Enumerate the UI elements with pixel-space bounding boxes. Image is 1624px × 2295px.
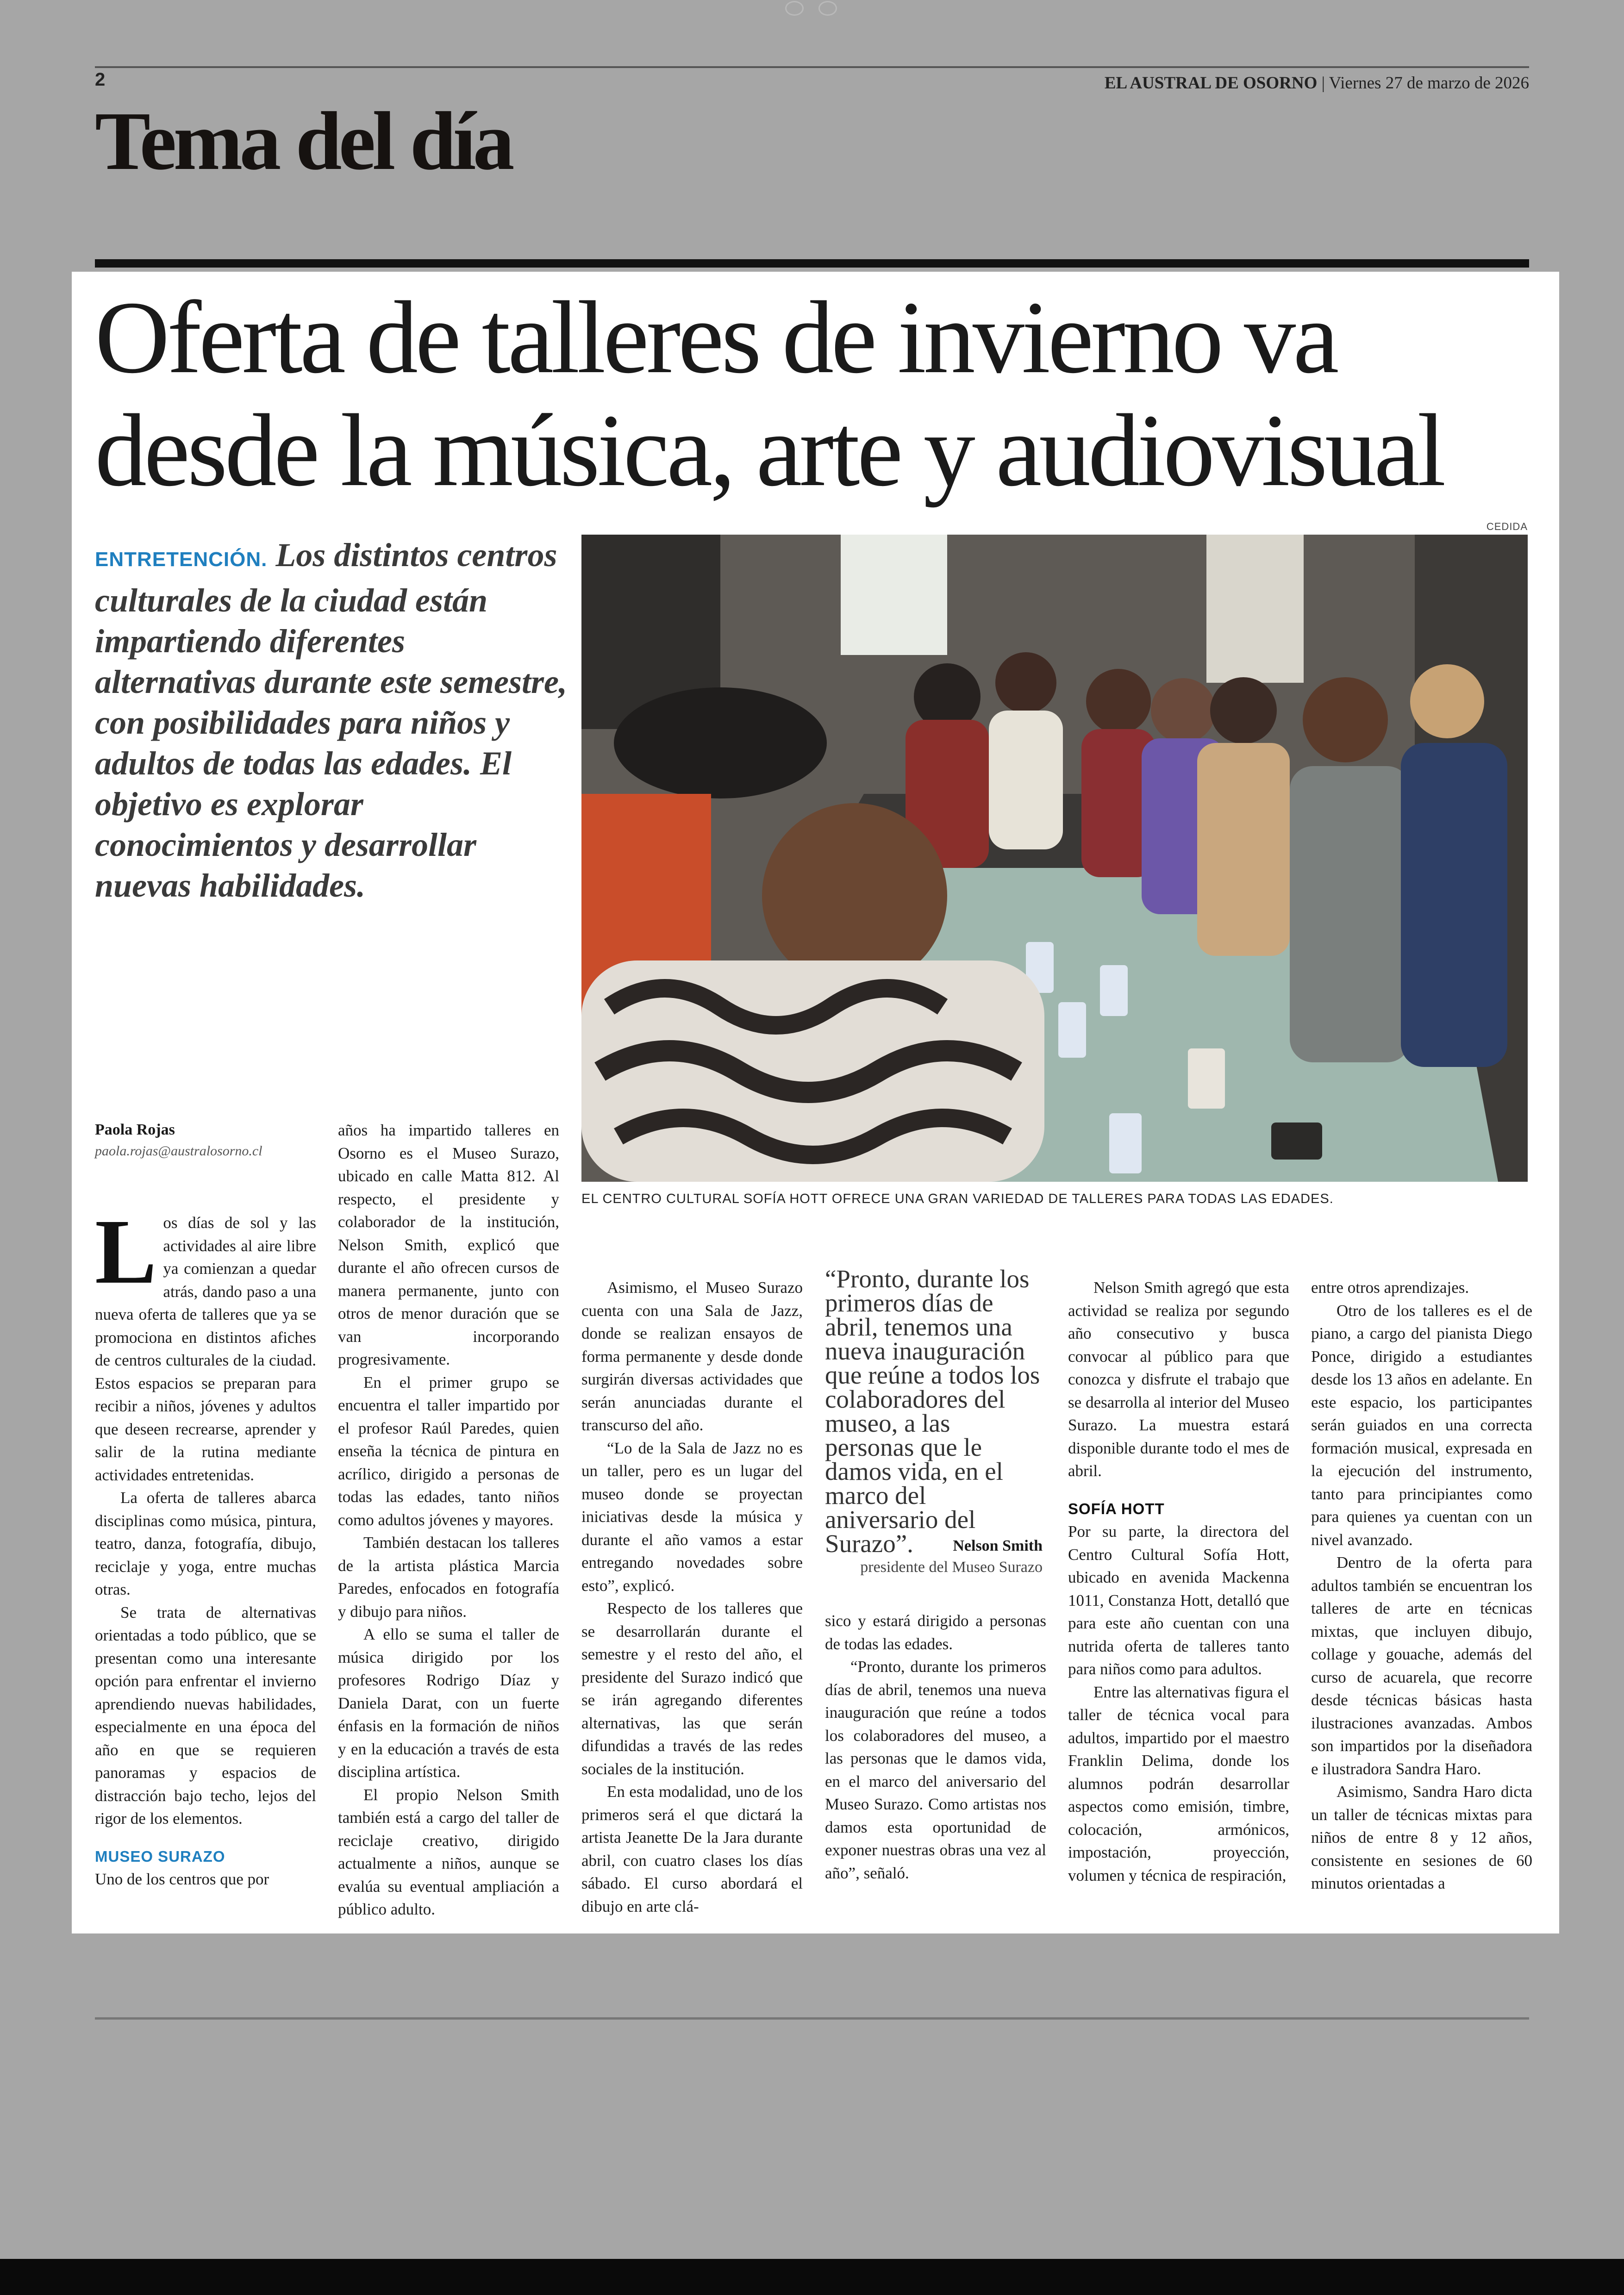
- publication-name: EL AUSTRAL DE OSORNO: [1104, 74, 1318, 93]
- header-rule: [95, 66, 1529, 68]
- text-column-2: [338, 1119, 559, 1921]
- pull-quote: “Pronto, durante los primeros días de abril, tenemos una nueva inauguración que reúne a todos los colaboradores del museo, a las personas que le damos vida, en el marco del aniversario del Surazo”.: [825, 1265, 1040, 1558]
- paragraph: [95, 1201, 316, 1486]
- paragraph: En esta modalidad, uno de los primeros será el que dictará la artista Jeanette De la Jara durante abril, con cuatro clases los días sábado. El curso abordará el dibujo en arte clá-: [581, 1783, 803, 1915]
- paragraph: La oferta de talleres abarca disciplinas como música, pintura, teatro, danza, fotografía, dibujo, reciclaje y yoga, entre muchas otras.: [95, 1489, 316, 1598]
- paragraph: También destacan los talleres de la artista plástica Marcia Paredes, enfocados en fotografía y dibujo para niños.: [338, 1534, 559, 1621]
- text-column-6: [1311, 1276, 1532, 1895]
- paragraph: Asimismo, el Museo Surazo cuenta con una Sala de Jazz, donde se realizan ensayos de forma permanente y desde donde surgirán diversas actividades que serán anunciadas durante el transcurso del año.: [581, 1278, 803, 1434]
- article-photo: [581, 535, 1528, 1182]
- author-name: Paola Rojas: [95, 1121, 175, 1138]
- text-column-5: [1068, 1276, 1289, 1887]
- headline: Oferta de talleres de invierno va desde la música, arte y audiovisual: [95, 280, 1443, 508]
- paragraph: Nelson Smith agregó que esta actividad se realiza por segundo año consecutivo y busca convocar al público para que conozca y disfrute el trabajo que se desarrolla al interior del Museo Surazo. La muestra estará disponible durante todo el mes de abril.: [1068, 1278, 1289, 1480]
- masthead: [1105, 73, 1529, 93]
- text-column-4: [825, 1609, 1046, 1884]
- paragraph: Por su parte, la directora del Centro Cultural Sofía Hott, ubicado en avenida Mackenna 1011, Constanza Hott, detalló que para este año cuentan con una nutrida oferta de talleres tanto para niños como para adultos.: [1068, 1522, 1289, 1678]
- paragraph: Respecto de los talleres que se desarrollarán durante el semestre y el resto del año, el presidente del Surazo indicó que se irán agregando diferentes alternativas, las que serán difundidas a través de las redes sociales de la institución.: [581, 1599, 803, 1778]
- paragraph: “Lo de la Sala de Jazz no es un taller, pero es un lugar del museo donde se proyectan iniciativas desde la música y durante el año vamos a estar entregando novedades sobre esto”, explicó.: [581, 1439, 803, 1595]
- paragraph: entre otros aprendizajes.: [1311, 1278, 1469, 1297]
- byline: [95, 1121, 317, 1159]
- viewer-bottom-bar: [0, 2259, 1624, 2295]
- drop-cap: L: [95, 1201, 157, 1303]
- subhead-sofia-hott: SOFÍA HOTT: [1068, 1500, 1165, 1517]
- subhead-museo-surazo: MUSEO SURAZO: [95, 1847, 225, 1865]
- author-email[interactable]: paola.rojas@australosorno.cl: [95, 1143, 262, 1159]
- kicker: ENTRETENCIÓN.: [95, 548, 268, 571]
- paragraph: Dentro de la oferta para adultos también se encuentran los talleres de arte en técnicas mixtas, que incluyen dibujo, collage y gouache, además del curso de acuarela, que recorre desde técnicas básicas hasta ilustraciones avanzadas. Ambos son impartidos por la diseñadora e ilustradora Sandra Haro.: [1311, 1553, 1532, 1778]
- issue-date: | Viernes 27 de marzo de 2026: [1321, 74, 1529, 93]
- paragraph: Asimismo, Sandra Haro dicta un taller de técnicas mixtas para niños de entre 8 y 12 años, consistente en sesiones de 60 minutos orientadas a: [1311, 1783, 1532, 1892]
- section-title: Tema del día: [95, 95, 512, 187]
- quote-name: Nelson Smith: [953, 1537, 1043, 1554]
- pull-quote-attribution: [825, 1535, 1043, 1578]
- nav-dot-icon[interactable]: [785, 1, 804, 16]
- photo-credit: CEDIDA: [1486, 521, 1528, 532]
- article: [72, 272, 1559, 1933]
- text-column-3: [581, 1276, 803, 1918]
- paragraph: “Pronto, durante los primeros días de abril, tenemos una nueva inauguración que reúne a todos los colaboradores del museo, a las personas que le damos vida, en el marco del aniversario del Museo Surazo. Como artistas nos damos esta oportunidad de exponer nuestras obras una vez al año”, señaló.: [825, 1658, 1046, 1882]
- paragraph: Se trata de alternativas orientadas a todo público, que se presentan como una interesante opción para enfrentar el invierno aprendiendo nuevas habilidades, especialmente en una época del año en que se requieren panoramas y espacios de distracción bajo techo, lejos del rigor de los elementos.: [95, 1603, 316, 1827]
- quote-role: presidente del Museo Surazo: [860, 1559, 1043, 1576]
- text-column-1: [95, 1201, 316, 1891]
- paragraph: sico y estará dirigido a personas de todas las edades.: [825, 1612, 1046, 1653]
- paragraph: Entre las alternativas figura el taller de técnica vocal para adultos, impartido por el maestro Franklin Delima, donde los alumnos podrán desarrollar aspectos como emisión, timbre, colocación, armónicos, impostación, proyección, volumen y técnica de respiración,: [1068, 1683, 1289, 1884]
- paragraph: Otro de los talleres es el de piano, a cargo del pianista Diego Ponce, dirigido a estudiantes desde los 13 años en adelante. En este espacio, los participantes serán guiados en una correcta formación musical, expresada en la ejecución del instrumento, tanto para principiantes como para quienes ya cuentan con un nivel avanzado.: [1311, 1301, 1532, 1549]
- paragraph: Uno de los centros que por: [95, 1870, 269, 1888]
- bottom-rule: [95, 2017, 1529, 2020]
- paragraph: A ello se suma el taller de música dirigido por los profesores Rodrigo Díaz y Daniela Darat, con un fuerte énfasis en la formación de niños y en la educación a través de esta disciplina artística.: [338, 1625, 559, 1781]
- photo-caption: EL CENTRO CULTURAL SOFÍA HOTT OFRECE UNA GRAN VARIEDAD DE TALLERES PARA TODAS LAS EDADES.: [581, 1191, 1334, 1206]
- workshop-photo-illustration: [581, 535, 1528, 1182]
- paragraph-text: os días de sol y las actividades al aire libre ya comienzan a quedar atrás, dando paso a una nueva oferta de talleres que ya se promociona en distintos afiches de centros culturales de la ciudad. Estos espacios se preparan para recibir a niños, jóvenes y adultos que deseen recrearse, aprender y salir de la rutina mediante actividades entretenidas.: [95, 1214, 316, 1484]
- page-number: 2: [95, 69, 106, 90]
- deck-text: Los distintos centros culturales de la ciudad están impartiendo diferentes alternativas durante este semestre, con posibilidades para niños y adultos de todas las edades. El objetivo es explorar conocimientos y desarrollar nuevas habilidades.: [95, 536, 567, 904]
- nav-dot-icon[interactable]: [818, 1, 837, 16]
- paragraph: En el primer grupo se encuentra el taller impartido por el profesor Raúl Paredes, quien enseña la técnica de pintura en acrílico, dirigido a personas de todas las edades, tanto niños como adultos jóvenes y mayores.: [338, 1373, 559, 1529]
- section-rule: [95, 259, 1529, 268]
- paragraph: El propio Nelson Smith también está a cargo del taller de reciclaje creativo, dirigido actualmente a niños, aunque se evalúa su eventual ampliación a público adulto.: [338, 1785, 559, 1918]
- paragraph: años ha impartido talleres en Osorno es el Museo Surazo, ubicado en calle Matta 812. Al respecto, el presidente y colaborador de la institución, Nelson Smith, explicó que durante el año ofrecen cursos de manera permanente, junto con otros de menor duración que se van incorporando progresivamente.: [338, 1121, 559, 1368]
- deck: [95, 535, 567, 906]
- page-nav-dots: [778, 0, 847, 19]
